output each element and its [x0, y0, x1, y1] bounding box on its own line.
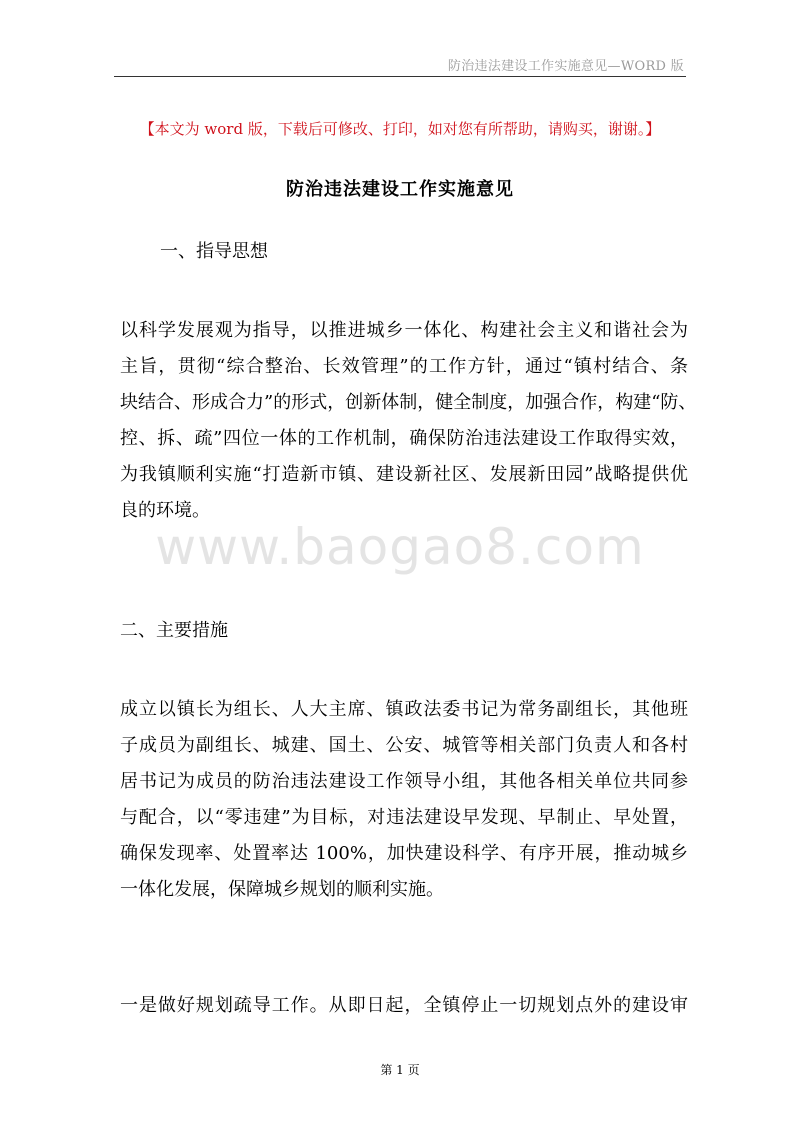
paragraph-planning-guidance	[120, 988, 688, 1024]
paragraph-line: 控、拆、疏”四位一体的工作机制，确保防治违法建设工作取得实效，	[120, 428, 688, 449]
section-heading-main-measures: 二、主要措施	[120, 620, 228, 641]
paragraph-line: 为我镇顺利实施“打造新市镇、建设新社区、发展新田园”战略提供优	[120, 464, 688, 485]
paragraph-line: 成立以镇长为组长、人大主席、镇政法委书记为常务副组长，其他班	[120, 699, 688, 720]
paragraph-line: 一是做好规划疏导工作。从即日起，全镇停止一切规划点外的建设审	[120, 995, 688, 1016]
paragraph-line: 子成员为副组长、城建、国土、公安、城管等相关部门负责人和各村	[120, 735, 688, 756]
purchase-notice: 【本文为 word 版，下载后可修改、打印，如对您有所帮助，请购买，谢谢。】	[139, 120, 661, 138]
paragraph-line: 块结合、形成合力”的形式，创新体制，健全制度，加强合作，构建“防、	[120, 392, 697, 413]
paragraph-line: 居书记为成员的防治违法建设工作领导小组，其他各相关单位共同参	[120, 771, 688, 792]
paragraph-line: 主旨，贯彻“综合整治、长效管理”的工作方针，通过“镇村结合、条	[120, 356, 688, 377]
paragraph-main-measures	[120, 692, 688, 908]
paragraph-line: 一体化发展，保障城乡规划的顺利实施。	[120, 879, 444, 900]
paragraph-line: 确保发现率、处置率达 100%，加快建设科学、有序开展，推动城乡	[120, 843, 688, 864]
section-heading-guiding-thought: 一、指导思想	[160, 241, 268, 262]
watermark: www.baogao8.com	[155, 518, 645, 576]
paragraph-line: 与配合，以“零违建”为目标，对违法建设早发现、早制止、早处置，	[120, 807, 688, 828]
paragraph-line: 良的环境。	[120, 500, 210, 521]
paragraph-line: 以科学发展观为指导，以推进城乡一体化、构建社会主义和谐社会为	[120, 320, 688, 341]
paragraph-guiding-thought	[120, 313, 697, 529]
page-number: 第 1 页	[380, 1063, 420, 1077]
running-header: 防治违法建设工作实施意见—WORD 版	[447, 59, 684, 74]
header-divider	[114, 76, 686, 77]
document-title: 防治违法建设工作实施意见	[286, 179, 514, 200]
